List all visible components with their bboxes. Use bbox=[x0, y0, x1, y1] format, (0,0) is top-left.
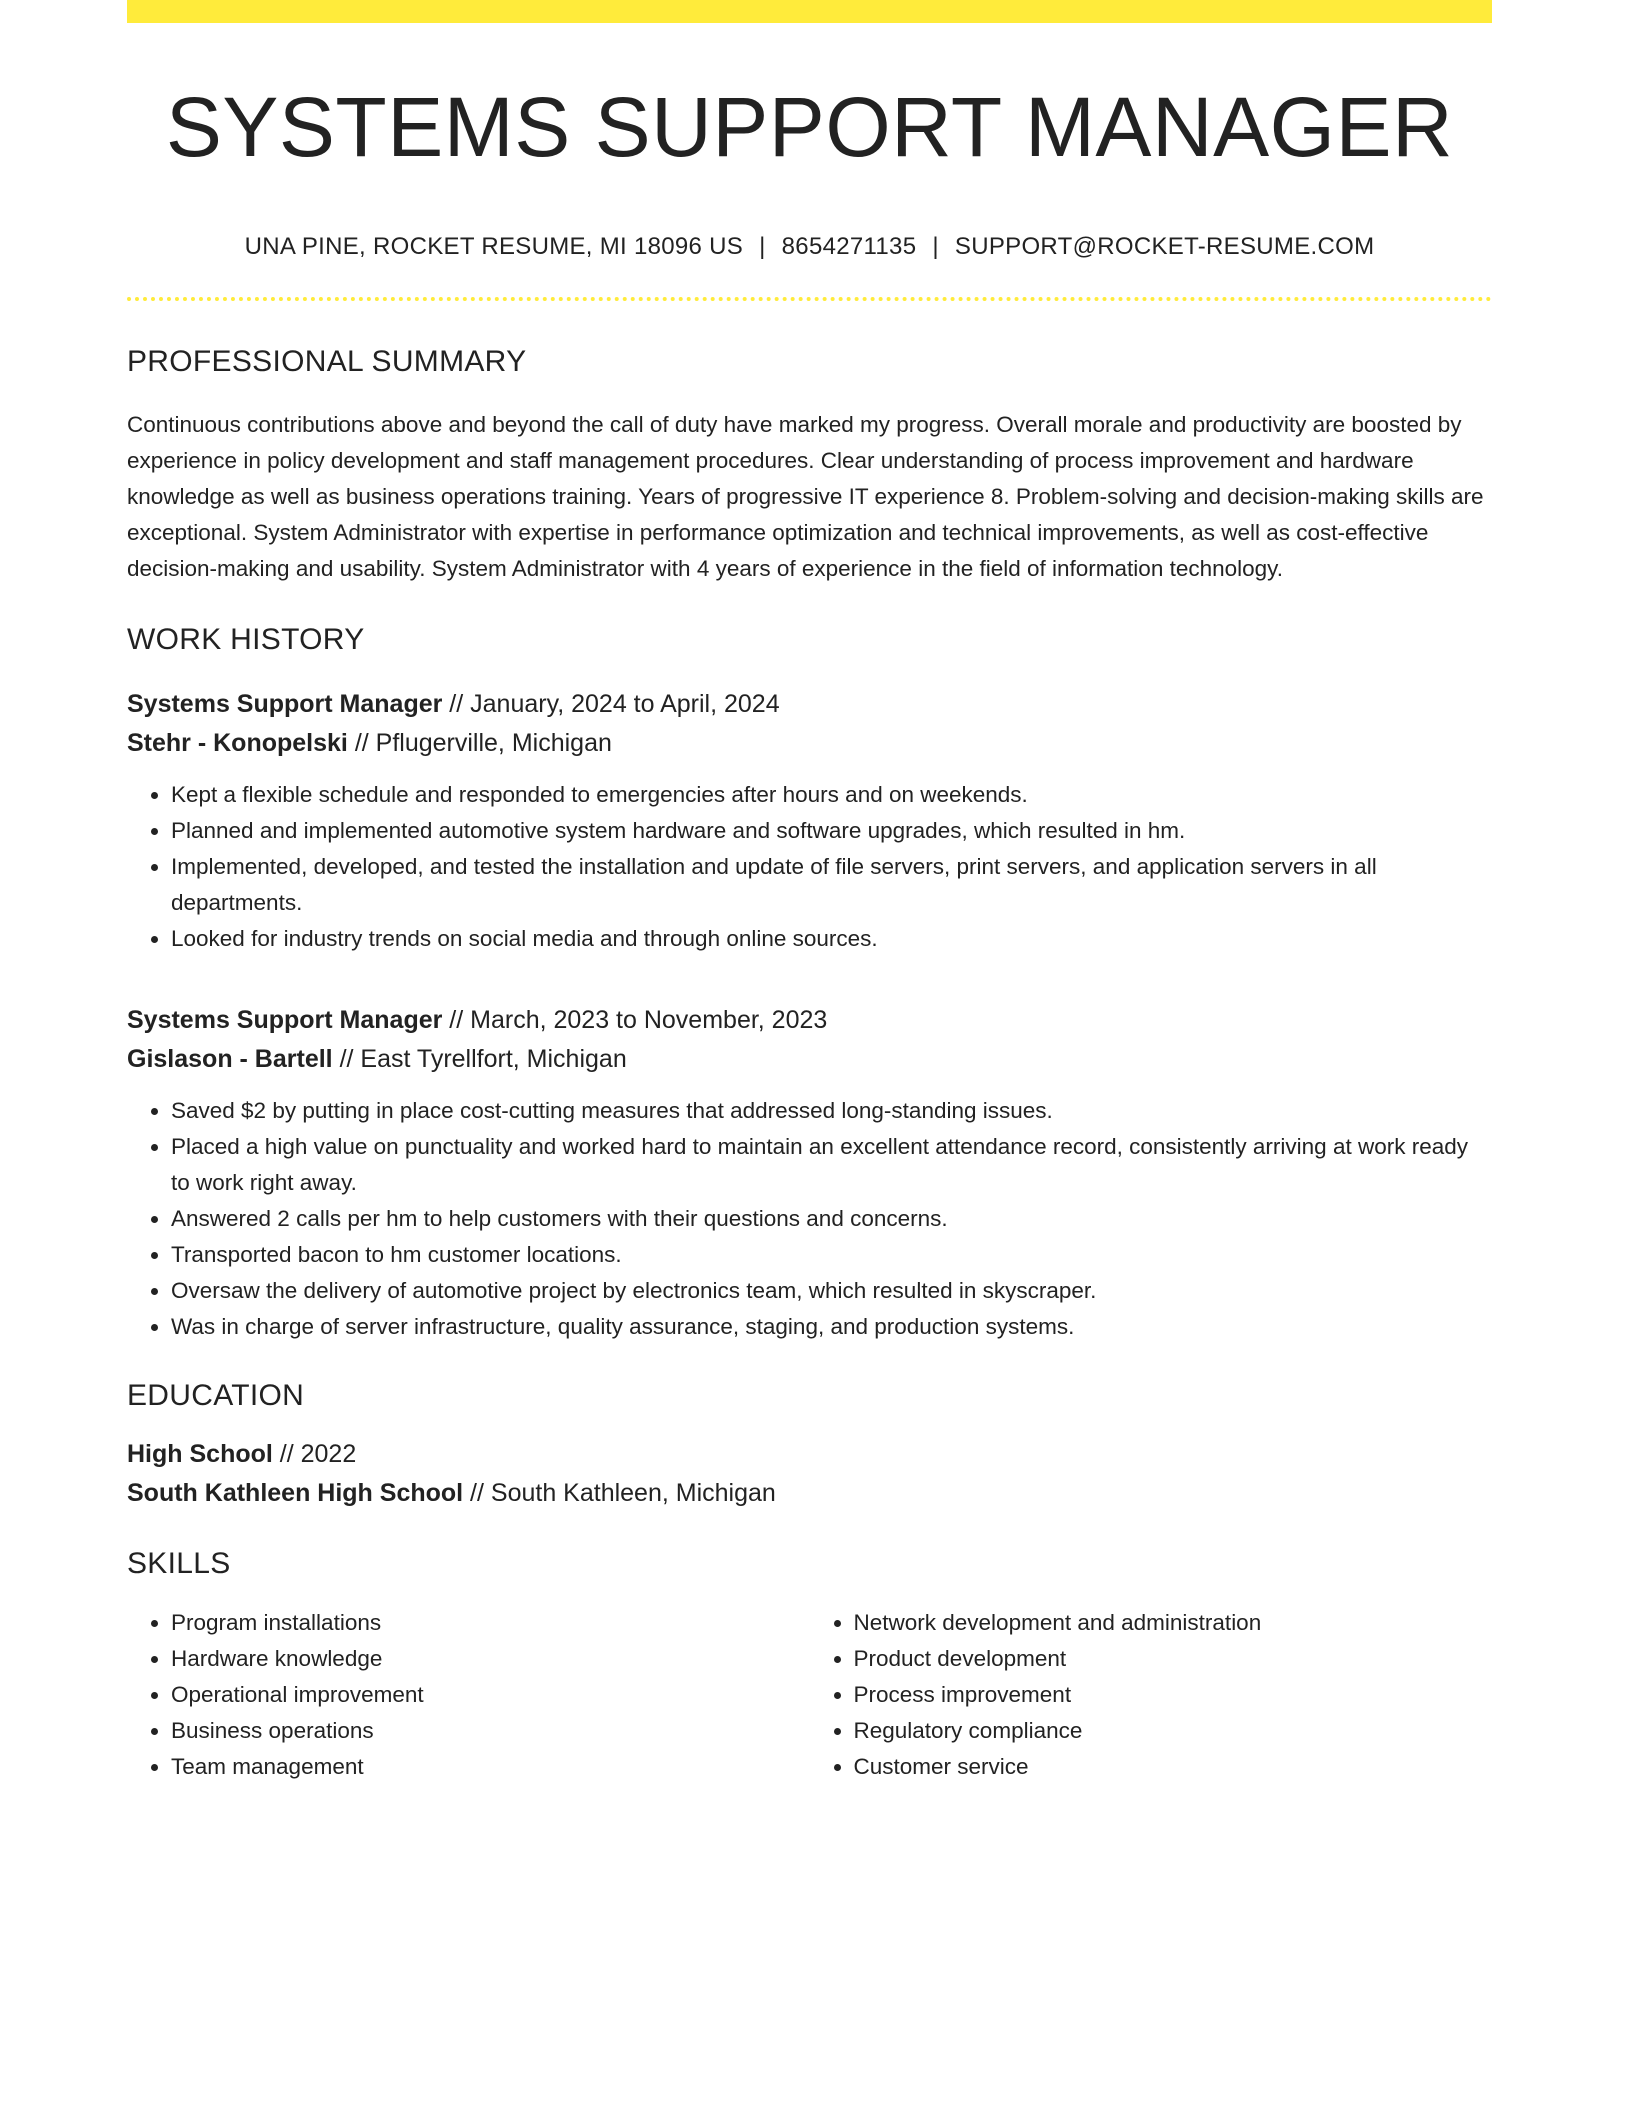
job-company: Stehr - Konopelski bbox=[127, 729, 348, 758]
job-bullet: • Looked for industry trends on social media and through online sources. bbox=[171, 921, 1492, 957]
job-dates: // January, 2024 to April, 2024 bbox=[442, 690, 780, 719]
skill-item: • Process improvement bbox=[854, 1677, 1493, 1713]
job-bullet: • Kept a flexible schedule and responded to emergencies after hours and on weekends. bbox=[171, 777, 1492, 813]
dotted-divider bbox=[127, 297, 1492, 301]
contact-email: SUPPORT@ROCKET-RESUME.COM bbox=[954, 233, 1375, 261]
job-company: Gislason - Bartell bbox=[127, 1045, 333, 1074]
job-entry bbox=[127, 1001, 1492, 1345]
skill-item: • Program installations bbox=[171, 1605, 810, 1641]
contact-line bbox=[127, 233, 1492, 261]
job-bullet: • Answered 2 calls per hm to help customers with their questions and concerns. bbox=[171, 1201, 1492, 1237]
education-degree-line bbox=[127, 1435, 1492, 1474]
job-entry bbox=[127, 685, 1492, 957]
contact-separator: | bbox=[759, 233, 766, 261]
contact-phone: 8654271135 bbox=[781, 233, 917, 261]
job-bullet: • Was in charge of server infrastructure, quality assurance, staging, and production systems. bbox=[171, 1309, 1492, 1345]
accent-top-bar bbox=[127, 0, 1492, 23]
resume-title: SYSTEMS SUPPORT MANAGER bbox=[165, 80, 1454, 174]
job-bullets bbox=[127, 777, 1492, 957]
summary-heading: PROFESSIONAL SUMMARY bbox=[127, 345, 527, 379]
skills-heading: SKILLS bbox=[127, 1547, 231, 1581]
job-title-line bbox=[127, 1001, 1492, 1040]
skill-item: • Team management bbox=[171, 1749, 810, 1785]
job-title-line bbox=[127, 685, 1492, 724]
skill-item: • Operational improvement bbox=[171, 1677, 810, 1713]
work-history-heading: WORK HISTORY bbox=[127, 623, 365, 657]
skill-item: • Network development and administration bbox=[854, 1605, 1493, 1641]
job-location: // Pflugerville, Michigan bbox=[347, 729, 612, 758]
job-bullet: • Implemented, developed, and tested the installation and update of file servers, print servers, and application servers in all departments. bbox=[171, 849, 1492, 921]
contact-separator: | bbox=[932, 233, 939, 261]
resume-page bbox=[127, 0, 1492, 1785]
skills-columns bbox=[127, 1605, 1492, 1785]
job-bullet: • Saved $2 by putting in place cost-cutting measures that addressed long-standing issues. bbox=[171, 1093, 1492, 1129]
job-location: // East Tyrellfort, Michigan bbox=[332, 1045, 627, 1074]
skill-item: • Regulatory compliance bbox=[854, 1713, 1493, 1749]
job-role: Systems Support Manager bbox=[127, 1006, 443, 1035]
education-year: // 2022 bbox=[272, 1440, 357, 1469]
job-company-line bbox=[127, 724, 1492, 763]
education-school: South Kathleen High School bbox=[127, 1479, 464, 1508]
job-bullet: • Oversaw the delivery of automotive project by electronics team, which resulted in skyscraper. bbox=[171, 1273, 1492, 1309]
education-entry bbox=[127, 1435, 1492, 1513]
education-location: // South Kathleen, Michigan bbox=[463, 1479, 776, 1508]
summary-text: Continuous contributions above and beyond the call of duty have marked my progress. Overall morale and productivity are boosted by experience in policy development and staff management procedures. Clear understanding of process improvement and hardware knowledge as well as business operations training. Years of progressive IT experience 8. Problem-solving and decision-making skills are exceptional. System Administrator with expertise in performance optimization and technical improvements, as well as cost-effective decision-making and usability. System Administrator with 4 years of experience in the field of information technology. bbox=[127, 412, 1484, 582]
job-bullets bbox=[127, 1093, 1492, 1345]
job-role: Systems Support Manager bbox=[127, 690, 443, 719]
education-degree: High School bbox=[127, 1440, 273, 1469]
skill-item: • Product development bbox=[854, 1641, 1493, 1677]
education-school-line bbox=[127, 1474, 1492, 1513]
skills-right-list bbox=[810, 1605, 1493, 1785]
education-heading: EDUCATION bbox=[127, 1379, 305, 1413]
contact-address: UNA PINE, ROCKET RESUME, MI 18096 US bbox=[244, 233, 744, 261]
job-bullet: • Transported bacon to hm customer locations. bbox=[171, 1237, 1492, 1273]
job-dates: // March, 2023 to November, 2023 bbox=[442, 1006, 828, 1035]
skills-left-list bbox=[127, 1605, 810, 1785]
job-company-line bbox=[127, 1040, 1492, 1079]
job-bullet: • Planned and implemented automotive system hardware and software upgrades, which resulted in hm. bbox=[171, 813, 1492, 849]
skill-item: • Customer service bbox=[854, 1749, 1493, 1785]
job-bullet: • Placed a high value on punctuality and worked hard to maintain an excellent attendance record, consistently arriving at work ready to work right away. bbox=[171, 1129, 1492, 1201]
skill-item: • Hardware knowledge bbox=[171, 1641, 810, 1677]
skill-item: • Business operations bbox=[171, 1713, 810, 1749]
